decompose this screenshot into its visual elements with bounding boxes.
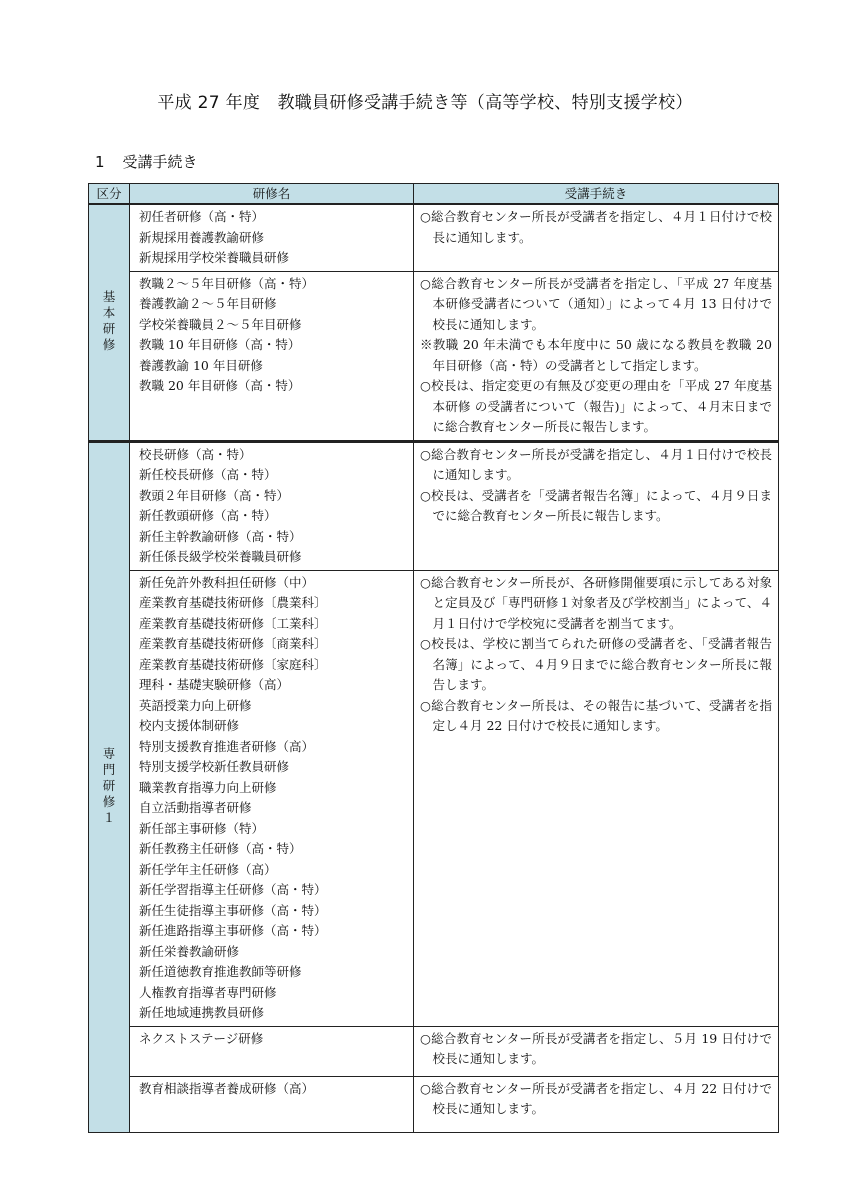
header-training-name: 研修名 bbox=[130, 184, 414, 205]
procedure-item: ○総合教育センター所長が受講を指定し、４月１日付けで校長に通知します。 bbox=[420, 446, 772, 482]
section-heading bbox=[95, 151, 198, 172]
training-name: 特別支援教育推進者研修（高） bbox=[139, 738, 315, 754]
training-name: 教育相談指導者養成研修（高） bbox=[139, 1080, 315, 1096]
table-row bbox=[89, 1076, 779, 1132]
training-name: 人権教育指導者専門研修 bbox=[139, 984, 277, 1000]
training-names-cell bbox=[130, 570, 414, 1026]
procedure-cell bbox=[414, 1026, 779, 1076]
section-number: 1 bbox=[95, 153, 105, 171]
training-name: 新任学習指導主任研修（高・特） bbox=[139, 882, 327, 897]
training-name: 校長研修（高・特） bbox=[139, 446, 252, 462]
training-name: 教職 10 年目研修（高・特） bbox=[139, 337, 301, 352]
training-name: 新規採用学校栄養職員研修 bbox=[139, 250, 290, 265]
training-name: 新任栄養教諭研修 bbox=[139, 943, 240, 959]
procedure-cell bbox=[414, 441, 779, 570]
training-name: 産業教育基礎技術研修〔商業科〕 bbox=[139, 636, 327, 651]
procedure-cell bbox=[414, 570, 779, 1026]
training-name: 学校栄養職員２～５年目研修 bbox=[139, 316, 302, 332]
training-name: 新任免許外教科担任研修（中） bbox=[139, 574, 315, 590]
header-procedure: 受講手続き bbox=[414, 184, 779, 205]
training-name: 新任生徒指導主事研修（高・特） bbox=[139, 902, 327, 918]
training-name: 初任者研修（高・特） bbox=[139, 209, 265, 224]
procedures-table bbox=[88, 183, 779, 1133]
training-name: 新任進路指導主事研修（高・特） bbox=[139, 923, 327, 938]
table-header-row bbox=[89, 184, 779, 205]
table-row bbox=[89, 1026, 779, 1076]
procedure-cell bbox=[414, 204, 779, 271]
procedure-item: ○総合教育センター所長が受講者を指定し、５月 19 日付けで校長に通知します。 bbox=[420, 1030, 772, 1066]
training-name: 新任校長研修（高・特） bbox=[139, 467, 277, 482]
training-name: 新任地域連携教員研修 bbox=[139, 1005, 265, 1020]
procedure-cell bbox=[414, 271, 779, 441]
training-name: 新規採用養護教諭研修 bbox=[139, 229, 265, 245]
page-title: 平成 27 年度 教職員研修受講手続き等（高等学校、特別支援学校） bbox=[157, 93, 693, 113]
category-label: 基本研修 bbox=[102, 289, 116, 352]
training-names-cell bbox=[130, 204, 414, 271]
training-name: 職業教育指導力向上研修 bbox=[139, 779, 277, 795]
training-name: 養護教諭２～５年目研修 bbox=[139, 296, 277, 311]
training-name: 教職 20 年目研修（高・特） bbox=[139, 378, 301, 393]
training-name: 新任部主事研修（特） bbox=[139, 820, 265, 836]
procedure-item: ※教職 20 年未満でも本年度中に 50 歳になる教員を教職 20 年目研修（高・特）の受講者として指定します。 bbox=[420, 337, 772, 373]
procedure-item: ○校長は、指定変更の有無及び変更の理由を「平成 27 年度基本研修 の受講者について（報告)」によって、４月末日までに総合教育センター所長に報告します。 bbox=[420, 378, 772, 434]
training-name: 養護教諭 10 年目研修 bbox=[139, 357, 263, 373]
training-name: 新任教頭研修（高・特） bbox=[139, 508, 277, 523]
procedure-cell bbox=[414, 1076, 779, 1132]
table-row bbox=[89, 570, 779, 1026]
procedure-item: ○総合教育センター所長が受講者を指定し、「平成 27 年度基本研修受講者について（通知）」によって４月 13 日付けで校長に通知します。 bbox=[420, 275, 772, 332]
training-name: 自立活動指導者研修 bbox=[139, 800, 252, 815]
training-name: 新任係長級学校栄養職員研修 bbox=[139, 549, 302, 564]
table-row bbox=[89, 441, 779, 570]
training-name: 産業教育基礎技術研修〔家庭科〕 bbox=[139, 656, 327, 672]
section-heading-text: 受講手続き bbox=[122, 153, 198, 171]
procedure-item: ○校長は、学校に割当てられた研修の受講者を、「受講者報告名簿」によって、４月９日までに総合教育センター所長に報告します。 bbox=[420, 636, 772, 692]
category-cell-basic bbox=[89, 204, 130, 441]
training-name: 産業教育基礎技術研修〔農業科〕 bbox=[139, 595, 327, 610]
category-label: 専門研修１ bbox=[102, 745, 116, 825]
training-names-cell bbox=[130, 271, 414, 441]
training-name: ネクストステージ研修 bbox=[139, 1030, 264, 1046]
training-name: 校内支援体制研修 bbox=[139, 718, 240, 733]
training-names-cell bbox=[130, 1026, 414, 1076]
training-name: 新任学年主任研修（高） bbox=[139, 861, 277, 877]
procedure-item: ○総合教育センター所長は、その報告に基づいて、受講者を指定し４月 22 日付けで校長に通知します。 bbox=[420, 697, 772, 733]
training-names-cell bbox=[130, 441, 414, 570]
header-category: 区分 bbox=[89, 184, 130, 205]
training-name: 新任主幹教諭研修（高・特） bbox=[139, 528, 302, 544]
training-names-cell bbox=[130, 1076, 414, 1132]
training-name: 特別支援学校新任教員研修 bbox=[139, 759, 290, 774]
category-cell-specialized-1 bbox=[89, 441, 130, 1132]
training-name: 新任道徳教育推進教師等研修 bbox=[139, 964, 302, 979]
training-name: 産業教育基礎技術研修〔工業科〕 bbox=[139, 615, 327, 631]
procedure-item: ○総合教育センター所長が受講者を指定し、４月１日付けで校長に通知します。 bbox=[420, 209, 772, 245]
procedure-item: ○校長は、受講者を「受講者報告名簿」によって、４月９日までに総合教育センター所長に報告します。 bbox=[420, 487, 772, 523]
training-name: 教頭２年目研修（高・特） bbox=[139, 487, 290, 503]
training-name: 理科・基礎実験研修（高） bbox=[139, 677, 290, 692]
training-name: 新任教務主任研修（高・特） bbox=[139, 841, 302, 856]
procedure-item: ○総合教育センター所長が受講者を指定し、４月 22 日付けで校長に通知します。 bbox=[420, 1080, 772, 1116]
table-row bbox=[89, 271, 779, 441]
procedure-item: ○総合教育センター所長が、各研修開催要項に示してある対象と定員及び「専門研修１対象者及び学校割当」によって、４月１日付けで学校宛に受講者を割当てます。 bbox=[420, 574, 772, 631]
table-row bbox=[89, 204, 779, 271]
training-name: 英語授業力向上研修 bbox=[139, 697, 252, 713]
training-name: 教職２～５年目研修（高・特） bbox=[139, 275, 315, 291]
